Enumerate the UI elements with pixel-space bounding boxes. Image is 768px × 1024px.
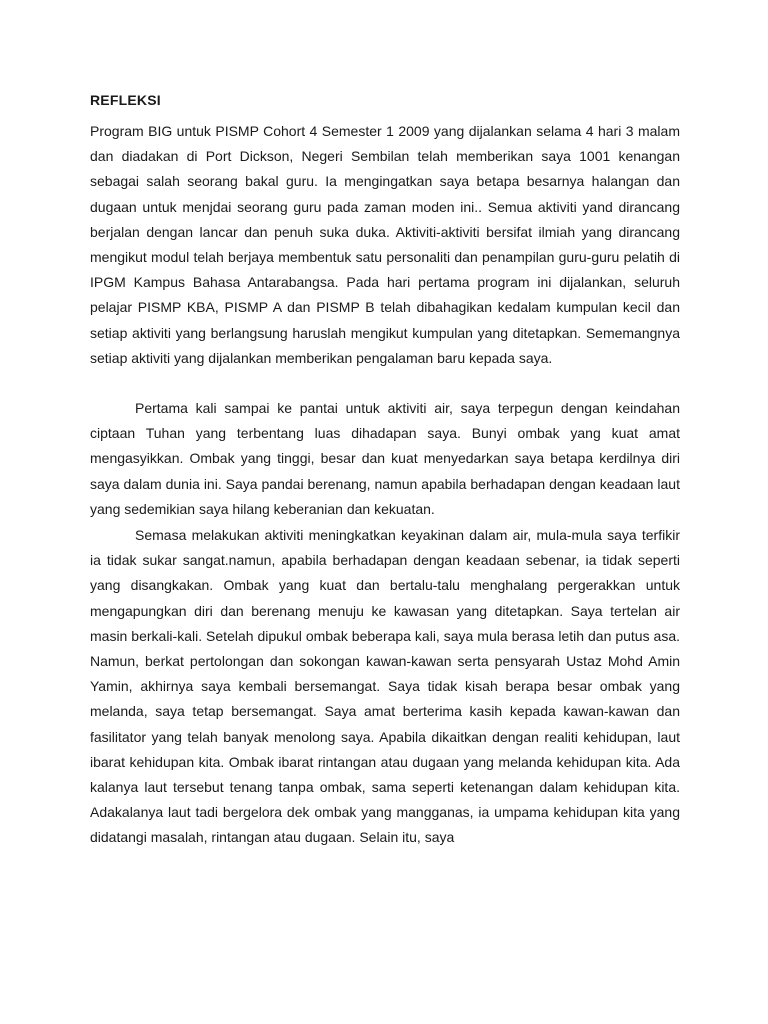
paragraph-beach: Pertama kali sampai ke pantai untuk aktiviti air, saya terpegun dengan keindahan ciptaan Tuhan yang terbentang luas dihadapan saya. Bunyi ombak yang kuat amat mengasyikkan. Ombak yang tinggi, besar dan kuat menyedarkan saya betapa kerdilnya diri saya dalam dunia ini. Saya pandai berenang, namun apabila berhadapan dengan keadaan laut yang sedemikian saya hilang keberanian dan kekuatan. [90, 400, 680, 517]
paragraph-water-activity: Semasa melakukan aktiviti meningkatkan keyakinan dalam air, mula-mula saya terfikir ia tidak sukar sangat.namun, apabila berhadapan dengan keadaan sebenar, ia tidak seperti yang disangkakan. Ombak yang kuat dan bertalu-talu menghalang pergerakkan untuk mengapungkan diri dan berenang menuju ke kawasan yang ditetapkan. Saya tertelan air masin berkali-kali. Setelah dipukul ombak beberapa kali, saya mula berasa letih dan putus asa. Namun, berkat pertolongan dan sokongan kawan-kawan serta pensyarah Ustaz Mohd Amin Yamin, akhirnya saya kembali bersemangat. Saya tidak kisah berapa besar ombak yang melanda, saya tetap bersemangat. Saya amat berterima kasih kepada kawan-kawan dan fasilitator yang telah banyak menolong saya. Apabila dikaitkan dengan realiti kehidupan, laut ibarat kehidupan kita. Ombak ibarat rintangan atau dugaan yang melanda kehidupan kita. Ada kalanya laut tersebut tenang tanpa ombak, sama seperti ketenangan dalam kehidupan kita. Adakalanya laut tadi bergelora dek ombak yang mangganas, ia umpama kehidupan kita yang didatangi masalah, rintangan atau dugaan. Selain itu, saya [90, 527, 680, 846]
document-heading: REFLEKSI [90, 92, 161, 108]
document-page [90, 88, 680, 851]
paragraph-intro: Program BIG untuk PISMP Cohort 4 Semester 1 2009 yang dijalankan selama 4 hari 3 malam dan diadakan di Port Dickson, Negeri Sembilan telah memberikan saya 1001 kenangan sebagai salah seorang bakal guru. Ia mengingatkan saya betapa besarnya halangan dan dugaan untuk menjdai seorang guru pada zaman moden ini.. Semua aktiviti yand dirancang berjalan dengan lancar dan penuh suka duka. Aktiviti-aktiviti bersifat ilmiah yang dirancang mengikut modul telah berjaya membentuk satu personaliti dan penampilan guru-guru pelatih di IPGM Kampus Bahasa Antarabangsa. Pada hari pertama program ini dijalankan, seluruh pelajar PISMP KBA, PISMP A dan PISMP B telah dibahagikan kedalam kumpulan kecil dan setiap aktiviti yang berlangsung haruslah mengikut kumpulan yang ditetapkan. Sememangnya setiap aktiviti yang dijalankan memberikan pengalaman baru kepada saya. [90, 123, 680, 366]
